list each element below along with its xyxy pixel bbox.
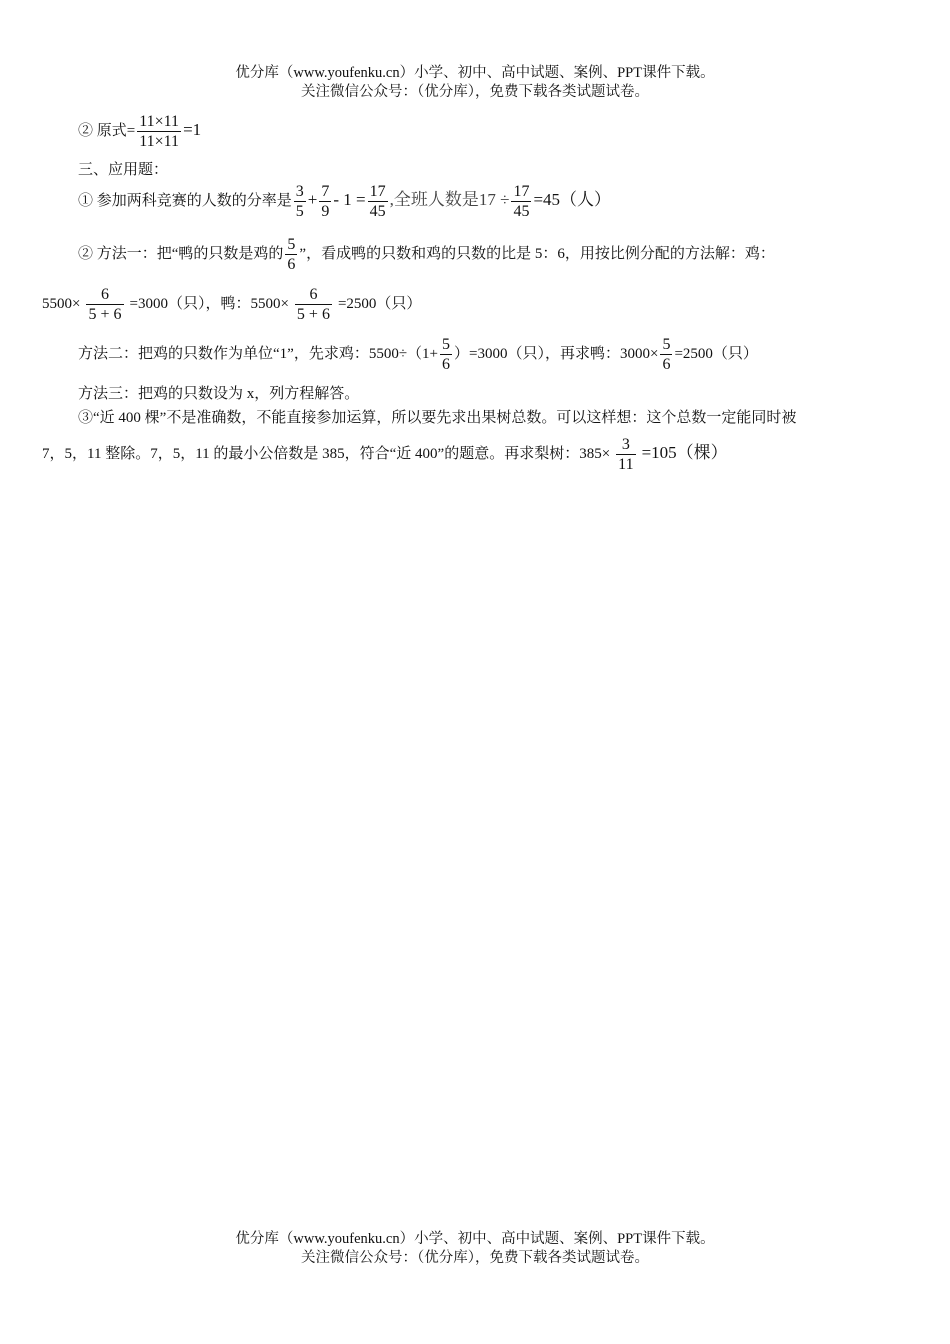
fraction: $\frac{3}{5}$ [295,183,304,220]
header-line-2: 关注微信公众号：（优分库），免费下载各类试题试卷。 [301,84,649,100]
fraction: $\frac{11\times 11}{11\times 11}$ [139,113,180,150]
item-2-formula: ② 原式= $\frac{11\times 11}{11\times 11}$ =1 [78,113,202,150]
question-2-method-1-calc: 5500× $\frac{6}{5 + 6}$ =3000（只），鸭：5500× $\frac{6}{5 + 6}$ =2500（只） [42,286,422,323]
fraction: $\frac{17}{45}$ [513,183,530,220]
fraction: $\frac{5}{6}$ [287,236,296,273]
question-3-line-2: 7，5，11 整除。7，5，11 的最小公倍数是 385，符合“近 400”的题意。再求梨树：385× $\frac{3}{11}$ =105（棵） [42,436,728,473]
footer-line-2: 关注微信公众号：（优分库），免费下载各类试题试卷。 [301,1250,649,1266]
question-1: ① 参加两科竞赛的人数的分率是 $\frac{3}{5}$ + $\frac{7}{9}$ - 1 = $\frac{17}{45}$ ,全班人数是17 ÷ $\frac{17}{45}$ =45（人） [78,183,612,220]
question-2-method-1: ② 方法一：把“鸭的只数是鸡的 $\frac{5}{6}$ ”，看成鸭的只数和鸡的只数的比是 5：6，用按比例分配的方法解：鸡： [78,236,775,273]
question-3-line-1: ③“近 400 棵”不是准确数，不能直接参加运算，所以要先求出果树总数。可以这样想：这个总数一定能同时被 [78,410,797,426]
question-2-method-2: 方法二：把鸡的只数作为单位“1”，先求鸡：5500÷（1+ $\frac{5}{6}$ ）=3000（只），再求鸭：3000× $\frac{5}{6}$ =2500（只） [78,336,758,373]
page-header [0,64,950,102]
section-title: 三、应用题： [78,162,169,178]
header-line-1: 优分库（www.youfenku.cn）小学、初中、高中试题、案例、PPT课件下载。 [235,65,715,81]
footer-line-1: 优分库（www.youfenku.cn）小学、初中、高中试题、案例、PPT课件下载。 [235,1231,715,1247]
fraction: $\frac{6}{5 + 6}$ [296,286,330,323]
fraction: $\frac{7}{9}$ [321,183,330,220]
question-2-method-3: 方法三：把鸡的只数设为 x，列方程解答。 [78,386,360,402]
fraction: $\frac{5}{6}$ [442,336,451,373]
page-footer [0,1230,950,1268]
fraction: $\frac{3}{11}$ [618,436,634,473]
fraction: $\frac{17}{45}$ [369,183,386,220]
fraction: $\frac{6}{5 + 6}$ [88,286,122,323]
fraction: $\frac{5}{6}$ [662,336,671,373]
